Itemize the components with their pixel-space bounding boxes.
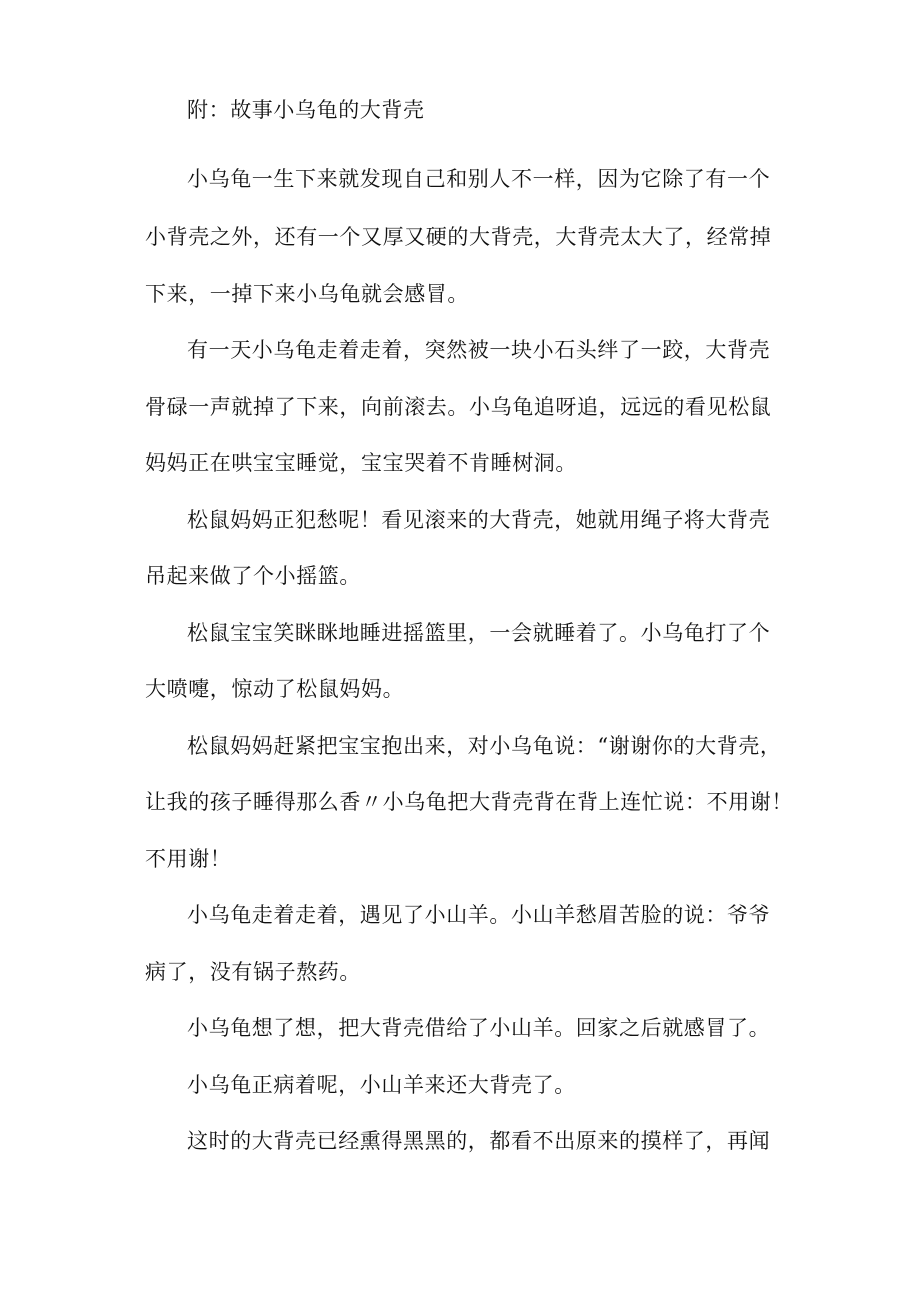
paragraph-line: 小背壳之外，还有一个又厚又硬的大背壳，大背壳太大了，经常掉 — [145, 225, 772, 249]
paragraph-line: 骨碌一声就掉了下来，向前滚去。小乌龟追呀追，远远的看见松鼠 — [145, 395, 772, 419]
paragraph-line: 小乌龟正病着呢，小山羊来还大背壳了。 — [187, 1073, 576, 1097]
paragraph-line: 小乌龟走着走着，遇见了小山羊。小山羊愁眉苦脸的说：爷爷 — [187, 903, 771, 927]
paragraph-line: 松鼠妈妈正犯愁呢！看见滚来的大背壳，她就用绳子将大背壳 — [187, 508, 771, 532]
paragraph-line: 病了，没有锅子熬药。 — [145, 960, 361, 984]
paragraph-line: 不用谢！ — [145, 847, 232, 871]
paragraph-line: 吊起来做了个小摇篮。 — [145, 564, 361, 588]
paragraph-line: 下来，一掉下来小乌龟就会感冒。 — [145, 282, 469, 306]
paragraph-line: 有一天小乌龟走着走着，突然被一块小石头绊了一跤，大背壳 — [187, 338, 771, 362]
paragraph-line: 小乌龟一生下来就发现自己和别人不一样，因为它除了有一个 — [187, 167, 771, 191]
paragraph-line: 让我的孩子睡得那么香〃小乌龟把大背壳背在背上连忙说：不用谢！ — [145, 790, 793, 814]
paragraph-line: 松鼠宝宝笑眯眯地睡进摇篮里，一会就睡着了。小乌龟打了个 — [187, 621, 771, 645]
paragraph-line: 大喷嚏，惊动了松鼠妈妈。 — [145, 677, 405, 701]
paragraph-line: 这时的大背壳已经熏得黑黑的，都看不出原来的摸样了，再闻 — [187, 1129, 771, 1153]
paragraph-line: 妈妈正在哄宝宝睡觉，宝宝哭着不肯睡树洞。 — [145, 451, 577, 475]
paragraph-line: 松鼠妈妈赶紧把宝宝抱出来，对小乌龟说：“谢谢你的大背壳， — [187, 734, 782, 758]
paragraph-line: 小乌龟想了想，把大背壳借给了小山羊。回家之后就感冒了。 — [187, 1016, 771, 1040]
story-title: 附：故事小乌龟的大背壳 — [187, 98, 425, 122]
